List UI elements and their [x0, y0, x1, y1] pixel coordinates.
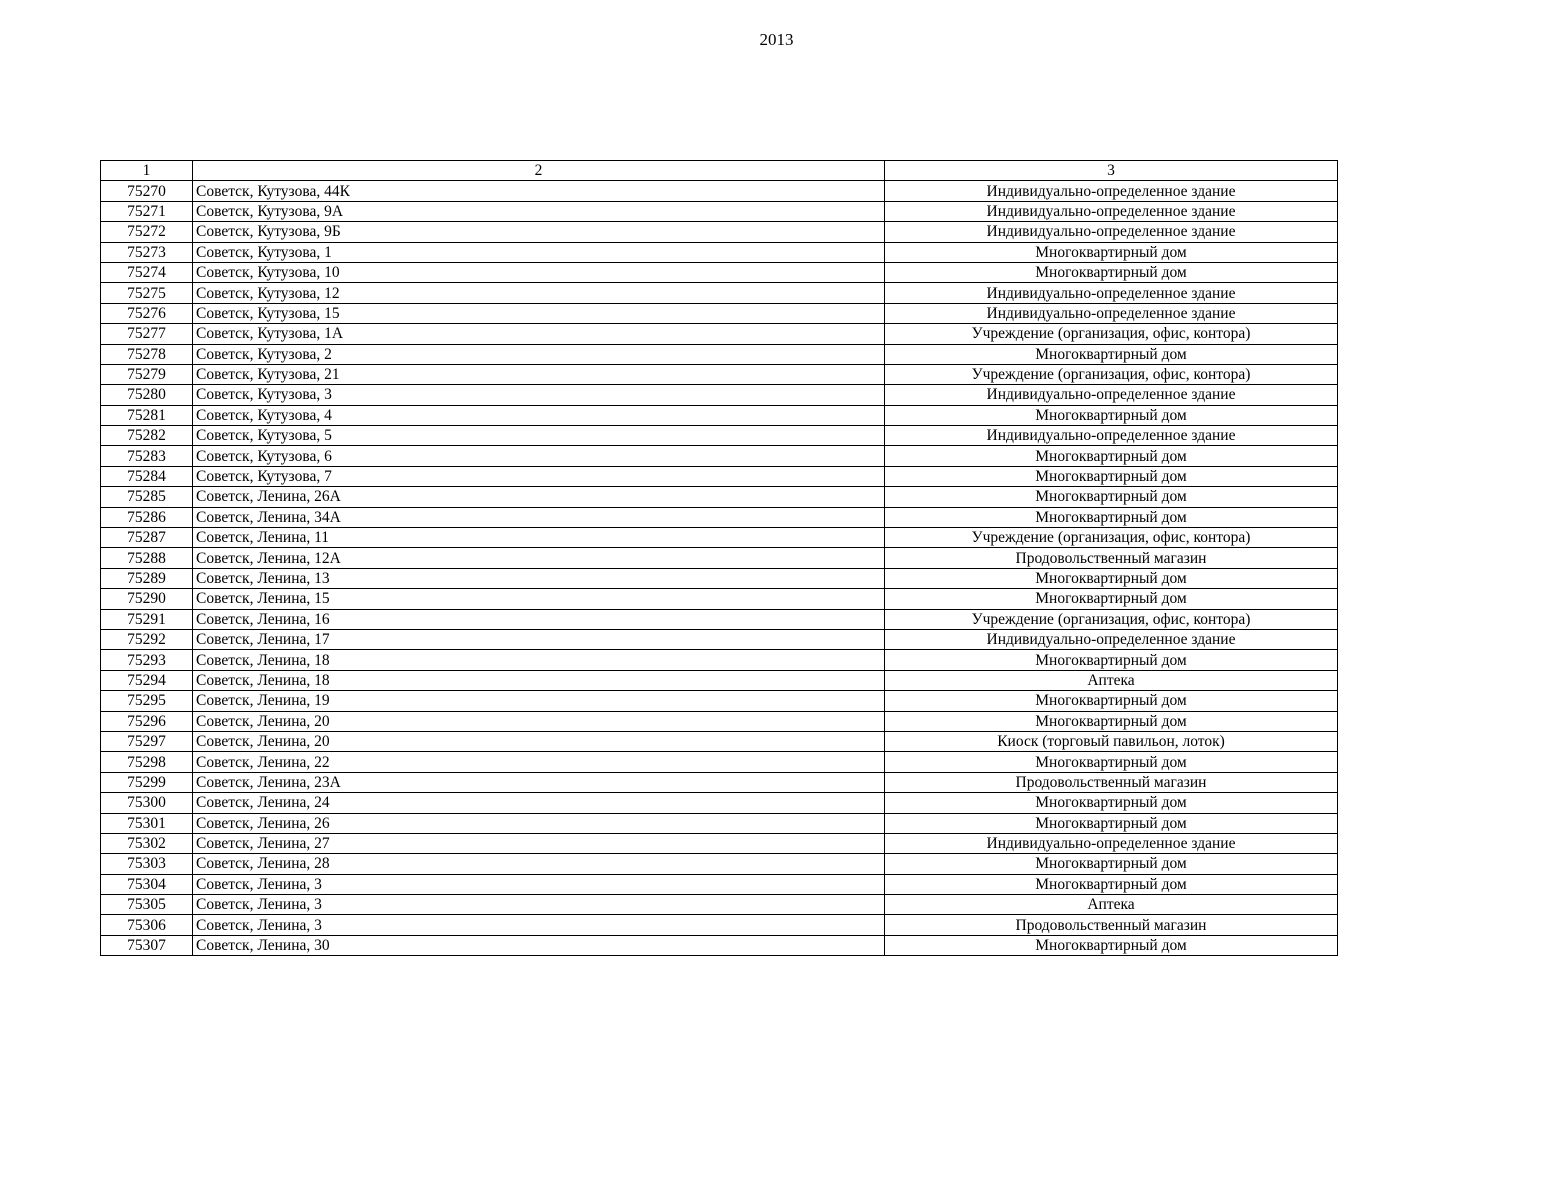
address-cell: Советск, Кутузова, 5 — [193, 426, 885, 446]
address-cell: Советск, Ленина, 12А — [193, 548, 885, 568]
address-cell: Советск, Ленина, 3 — [193, 874, 885, 894]
address-cell: Советск, Кутузова, 4 — [193, 405, 885, 425]
object-type-cell: Многоквартирный дом — [885, 935, 1338, 955]
address-cell: Советск, Ленина, 34А — [193, 507, 885, 527]
address-cell: Советск, Кутузова, 10 — [193, 262, 885, 282]
table-row — [101, 874, 1338, 894]
table-row — [101, 466, 1338, 486]
table-row — [101, 895, 1338, 915]
table-row — [101, 568, 1338, 588]
object-type-cell: Многоквартирный дом — [885, 813, 1338, 833]
table-row — [101, 711, 1338, 731]
record-id-cell: 75304 — [101, 874, 193, 894]
record-id-cell: 75273 — [101, 242, 193, 262]
object-type-cell: Многоквартирный дом — [885, 405, 1338, 425]
record-id-cell: 75283 — [101, 446, 193, 466]
object-type-cell: Многоквартирный дом — [885, 262, 1338, 282]
address-cell: Советск, Кутузова, 2 — [193, 344, 885, 364]
record-id-cell: 75282 — [101, 426, 193, 446]
address-cell: Советск, Ленина, 18 — [193, 670, 885, 690]
object-type-cell: Многоквартирный дом — [885, 507, 1338, 527]
table-row — [101, 854, 1338, 874]
address-cell: Советск, Кутузова, 3 — [193, 385, 885, 405]
object-type-cell: Индивидуально-определенное здание — [885, 833, 1338, 853]
table-row — [101, 548, 1338, 568]
record-id-cell: 75281 — [101, 405, 193, 425]
object-type-cell: Индивидуально-определенное здание — [885, 201, 1338, 221]
record-id-cell: 75271 — [101, 201, 193, 221]
record-id-cell: 75296 — [101, 711, 193, 731]
object-type-cell: Учреждение (организация, офис, контора) — [885, 364, 1338, 384]
header-col-3: 3 — [885, 161, 1338, 181]
table-header — [101, 161, 1338, 181]
record-id-cell: 75294 — [101, 670, 193, 690]
address-cell: Советск, Ленина, 20 — [193, 731, 885, 751]
object-type-cell: Учреждение (организация, офис, контора) — [885, 324, 1338, 344]
object-type-cell: Многоквартирный дом — [885, 793, 1338, 813]
record-id-cell: 75272 — [101, 222, 193, 242]
record-id-cell: 75288 — [101, 548, 193, 568]
record-id-cell: 75286 — [101, 507, 193, 527]
table-row — [101, 283, 1338, 303]
record-id-cell: 75292 — [101, 629, 193, 649]
address-cell: Советск, Кутузова, 12 — [193, 283, 885, 303]
address-cell: Советск, Ленина, 20 — [193, 711, 885, 731]
table-row — [101, 629, 1338, 649]
address-cell: Советск, Ленина, 22 — [193, 752, 885, 772]
table-row — [101, 670, 1338, 690]
address-cell: Советск, Кутузова, 15 — [193, 303, 885, 323]
record-id-cell: 75280 — [101, 385, 193, 405]
record-id-cell: 75270 — [101, 181, 193, 201]
record-id-cell: 75276 — [101, 303, 193, 323]
address-cell: Советск, Ленина, 28 — [193, 854, 885, 874]
object-type-cell: Учреждение (организация, офис, контора) — [885, 609, 1338, 629]
address-cell: Советск, Ленина, 13 — [193, 568, 885, 588]
table-row — [101, 242, 1338, 262]
object-type-cell: Учреждение (организация, офис, контора) — [885, 528, 1338, 548]
address-cell: Советск, Ленина, 11 — [193, 528, 885, 548]
record-id-cell: 75300 — [101, 793, 193, 813]
object-type-cell: Индивидуально-определенное здание — [885, 283, 1338, 303]
object-type-cell: Многоквартирный дом — [885, 344, 1338, 364]
header-col-1: 1 — [101, 161, 193, 181]
table-row — [101, 344, 1338, 364]
table-row — [101, 691, 1338, 711]
record-id-cell: 75274 — [101, 262, 193, 282]
table-row — [101, 793, 1338, 813]
address-cell: Советск, Ленина, 15 — [193, 589, 885, 609]
table-row — [101, 201, 1338, 221]
registry-table — [100, 160, 1338, 956]
address-cell: Советск, Кутузова, 9Б — [193, 222, 885, 242]
record-id-cell: 75303 — [101, 854, 193, 874]
object-type-cell: Продовольственный магазин — [885, 915, 1338, 935]
table-row — [101, 650, 1338, 670]
table-row — [101, 507, 1338, 527]
table-row — [101, 752, 1338, 772]
address-cell: Советск, Ленина, 26А — [193, 487, 885, 507]
record-id-cell: 75307 — [101, 935, 193, 955]
object-type-cell: Аптека — [885, 895, 1338, 915]
address-cell: Советск, Кутузова, 6 — [193, 446, 885, 466]
record-id-cell: 75278 — [101, 344, 193, 364]
table-row — [101, 609, 1338, 629]
table-row — [101, 262, 1338, 282]
address-cell: Советск, Ленина, 24 — [193, 793, 885, 813]
object-type-cell: Индивидуально-определенное здание — [885, 222, 1338, 242]
record-id-cell: 75298 — [101, 752, 193, 772]
table-row — [101, 528, 1338, 548]
address-cell: Советск, Кутузова, 21 — [193, 364, 885, 384]
address-cell: Советск, Ленина, 17 — [193, 629, 885, 649]
object-type-cell: Многоквартирный дом — [885, 650, 1338, 670]
record-id-cell: 75284 — [101, 466, 193, 486]
address-cell: Советск, Ленина, 23А — [193, 772, 885, 792]
record-id-cell: 75275 — [101, 283, 193, 303]
object-type-cell: Индивидуально-определенное здание — [885, 385, 1338, 405]
object-type-cell: Индивидуально-определенное здание — [885, 426, 1338, 446]
table-row — [101, 385, 1338, 405]
object-type-cell: Индивидуально-определенное здание — [885, 303, 1338, 323]
object-type-cell: Многоквартирный дом — [885, 568, 1338, 588]
record-id-cell: 75277 — [101, 324, 193, 344]
table-row — [101, 915, 1338, 935]
header-row — [101, 161, 1338, 181]
object-type-cell: Продовольственный магазин — [885, 772, 1338, 792]
table-row — [101, 324, 1338, 344]
table-row — [101, 222, 1338, 242]
object-type-cell: Многоквартирный дом — [885, 446, 1338, 466]
record-id-cell: 75305 — [101, 895, 193, 915]
record-id-cell: 75302 — [101, 833, 193, 853]
record-id-cell: 75299 — [101, 772, 193, 792]
record-id-cell: 75291 — [101, 609, 193, 629]
object-type-cell: Аптека — [885, 670, 1338, 690]
object-type-cell: Индивидуально-определенное здание — [885, 181, 1338, 201]
record-id-cell: 75279 — [101, 364, 193, 384]
object-type-cell: Многоквартирный дом — [885, 752, 1338, 772]
object-type-cell: Многоквартирный дом — [885, 242, 1338, 262]
address-cell: Советск, Ленина, 27 — [193, 833, 885, 853]
object-type-cell: Многоквартирный дом — [885, 854, 1338, 874]
record-id-cell: 75297 — [101, 731, 193, 751]
table-row — [101, 181, 1338, 201]
table-row — [101, 589, 1338, 609]
address-cell: Советск, Ленина, 3 — [193, 895, 885, 915]
record-id-cell: 75287 — [101, 528, 193, 548]
object-type-cell: Продовольственный магазин — [885, 548, 1338, 568]
table-row — [101, 813, 1338, 833]
table-row — [101, 772, 1338, 792]
table-row — [101, 935, 1338, 955]
object-type-cell: Многоквартирный дом — [885, 487, 1338, 507]
record-id-cell: 75289 — [101, 568, 193, 588]
table-row — [101, 426, 1338, 446]
object-type-cell: Многоквартирный дом — [885, 874, 1338, 894]
record-id-cell: 75301 — [101, 813, 193, 833]
record-id-cell: 75290 — [101, 589, 193, 609]
address-cell: Советск, Ленина, 16 — [193, 609, 885, 629]
object-type-cell: Индивидуально-определенное здание — [885, 629, 1338, 649]
object-type-cell: Многоквартирный дом — [885, 589, 1338, 609]
address-cell: Советск, Кутузова, 44К — [193, 181, 885, 201]
record-id-cell: 75285 — [101, 487, 193, 507]
object-type-cell: Многоквартирный дом — [885, 691, 1338, 711]
address-cell: Советск, Кутузова, 1А — [193, 324, 885, 344]
table-row — [101, 303, 1338, 323]
object-type-cell: Многоквартирный дом — [885, 466, 1338, 486]
table-row — [101, 487, 1338, 507]
page-number: 2013 — [759, 30, 794, 49]
table-body — [101, 181, 1338, 956]
header-col-2: 2 — [193, 161, 885, 181]
object-type-cell: Киоск (торговый павильон, лоток) — [885, 731, 1338, 751]
address-cell: Советск, Ленина, 19 — [193, 691, 885, 711]
address-cell: Советск, Ленина, 3 — [193, 915, 885, 935]
address-cell: Советск, Кутузова, 9А — [193, 201, 885, 221]
record-id-cell: 75295 — [101, 691, 193, 711]
table-row — [101, 731, 1338, 751]
record-id-cell: 75306 — [101, 915, 193, 935]
address-cell: Советск, Кутузова, 1 — [193, 242, 885, 262]
address-cell: Советск, Ленина, 26 — [193, 813, 885, 833]
table-row — [101, 833, 1338, 853]
table-row — [101, 446, 1338, 466]
address-cell: Советск, Ленина, 30 — [193, 935, 885, 955]
record-id-cell: 75293 — [101, 650, 193, 670]
table-row — [101, 364, 1338, 384]
table-row — [101, 405, 1338, 425]
address-cell: Советск, Ленина, 18 — [193, 650, 885, 670]
object-type-cell: Многоквартирный дом — [885, 711, 1338, 731]
address-cell: Советск, Кутузова, 7 — [193, 466, 885, 486]
